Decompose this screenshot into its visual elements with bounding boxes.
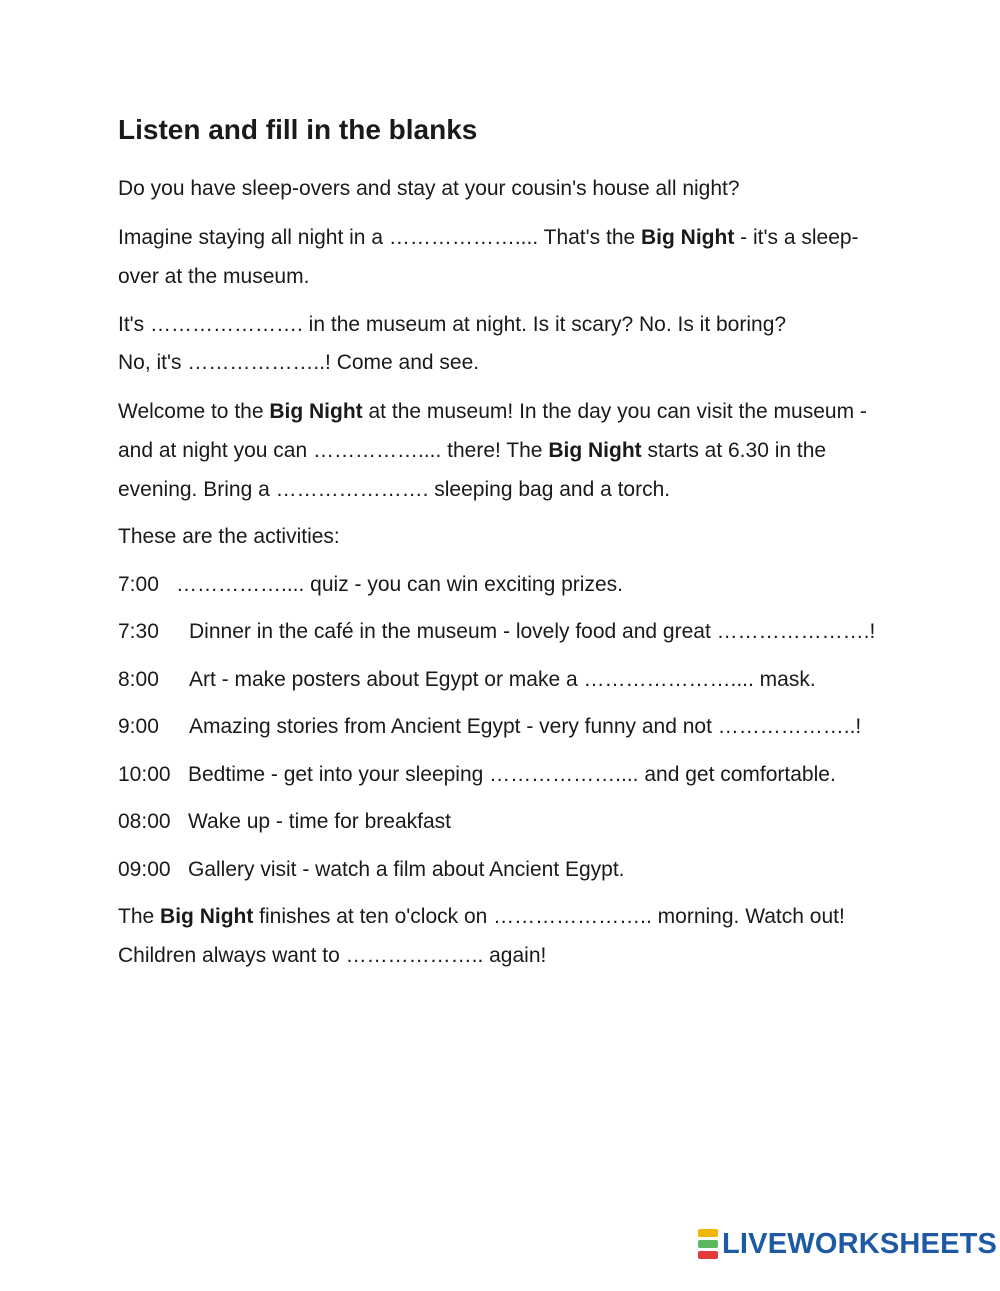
activity-text: Wake up - time for breakfast [188, 810, 451, 833]
liveworksheets-logo [698, 1228, 997, 1260]
logo-text: LIVEWORKSHEETS [722, 1227, 998, 1260]
activity-item [118, 666, 816, 694]
paragraph-3-line-3: evening. Bring a …………………. sleeping bag and a torch. [118, 478, 671, 501]
activity-item [118, 618, 875, 646]
paragraph-2-line-2: No, it's ………………..! Come and see. [118, 351, 480, 374]
closing-line-2: Children always want to ……………….. again! [118, 944, 547, 967]
paragraph-3-line-2 [118, 437, 826, 465]
activity-item [118, 713, 861, 741]
big-night-bold: Big Night [160, 905, 254, 928]
page-title: Listen and fill in the blanks [118, 114, 478, 145]
p3-text-b: at the museum! In the day you can visit the museum - [362, 400, 867, 423]
activity-item [118, 808, 451, 836]
activity-time: 7:00 [118, 573, 159, 596]
paragraph-3-line-1 [118, 398, 867, 426]
p3-text-a: Welcome to the [118, 400, 270, 423]
activity-time: 10:00 [118, 763, 171, 786]
paragraph-2-line-1: It's …………………. in the museum at night. Is it scary? No. Is it boring? [118, 313, 787, 336]
p1-text-b: - it's a sleep- [734, 226, 859, 249]
p3-text-d: starts at 6.30 in the [641, 439, 827, 462]
big-night-bold: Big Night [548, 439, 642, 462]
activity-text: Gallery visit - watch a film about Ancient Egypt. [188, 858, 625, 881]
activity-item [118, 571, 623, 599]
activity-time: 7:30 [118, 620, 159, 643]
activity-time: 8:00 [118, 668, 159, 691]
closing-text-b: finishes at ten o'clock on ………………….. morning. Watch out! [253, 905, 845, 928]
activities-heading: These are the activities: [118, 525, 340, 548]
closing-line-1 [118, 903, 845, 931]
big-night-bold: Big Night [641, 226, 735, 249]
activity-time: 09:00 [118, 858, 171, 881]
activity-item [118, 761, 836, 789]
closing-text-a: The [118, 905, 161, 928]
logo-badge-icon [698, 1229, 718, 1259]
paragraph-1-line-2: over at the museum. [118, 265, 310, 288]
p1-text-a: Imagine staying all night in a ……………….... That's the [118, 226, 642, 249]
activity-text: Art - make posters about Egypt or make a ………………….... mask. [189, 668, 816, 691]
activity-text: Dinner in the café in the museum - lovely food and great ………………….! [189, 620, 876, 643]
intro-text: Do you have sleep-overs and stay at your cousin's house all night? [118, 177, 740, 200]
activity-item [118, 856, 625, 884]
activity-text: …………….... quiz - you can win exciting prizes. [176, 573, 623, 596]
activity-time: 08:00 [118, 810, 171, 833]
activity-text: Amazing stories from Ancient Egypt - very funny and not ………………..! [189, 715, 862, 738]
activity-time: 9:00 [118, 715, 159, 738]
activity-text: Bedtime - get into your sleeping ……………….... and get comfortable. [188, 763, 836, 786]
p3-text-c: and at night you can …………….... there! The [118, 439, 549, 462]
paragraph-1-line-1 [118, 224, 859, 252]
big-night-bold: Big Night [269, 400, 363, 423]
